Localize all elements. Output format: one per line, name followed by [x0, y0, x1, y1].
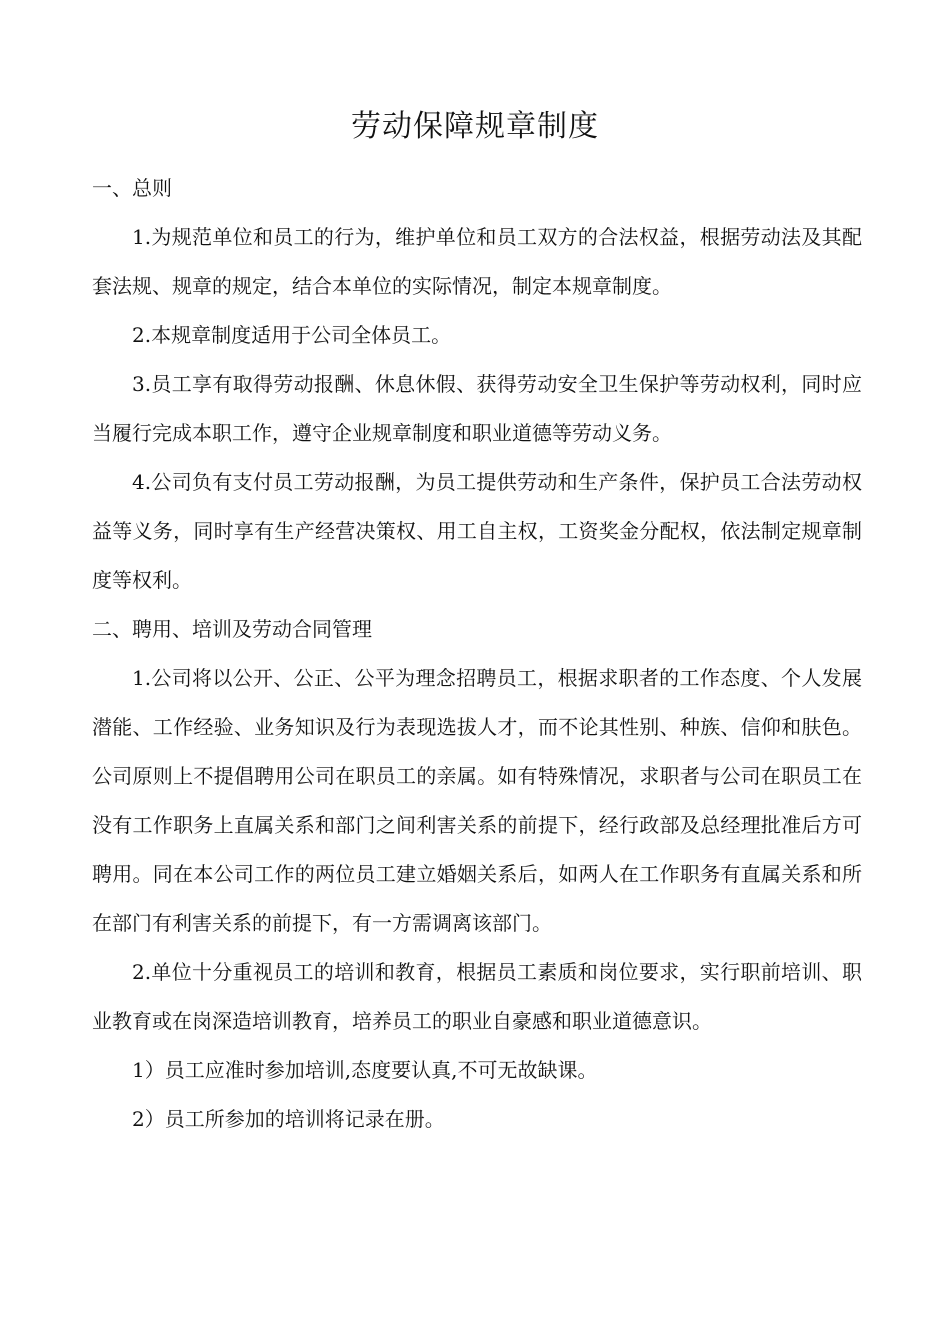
list-item: 1）员工应准时参加培训,态度要认真,不可无故缺课。: [132, 1058, 598, 1082]
paragraph: 2.单位十分重视员工的培训和教育，根据员工素质和岗位要求，实行职前培训、职业教育或在岗深造培训教育，培养员工的职业自豪感和职业道德意识。: [92, 960, 862, 1033]
page-title: 劳动保障规章制度: [351, 109, 599, 144]
document-body: [92, 164, 862, 1144]
paragraph: 1.公司将以公开、公正、公平为理念招聘员工，根据求职者的工作态度、个人发展潜能、工作经验、业务知识及行为表现选拔人才，而不论其性别、种族、信仰和肤色。公司原则上不提倡聘用公司在职员工的亲属。如有特殊情况，求职者与公司在职员工在没有工作职务上直属关系和部门之间利害关系的前提下，经行政部及总经理批准后方可聘用。同在本公司工作的两位员工建立婚姻关系后，如两人在工作职务有直属关系和所在部门有利害关系的前提下，有一方需调离该部门。: [92, 666, 862, 935]
paragraph: 3.员工享有取得劳动报酬、休息休假、获得劳动安全卫生保护等劳动权利，同时应当履行完成本职工作，遵守企业规章制度和职业道德等劳动义务。: [92, 372, 862, 445]
list-item: 2）员工所参加的培训将记录在册。: [132, 1107, 445, 1131]
section-heading-general: 一、总则: [92, 176, 172, 200]
paragraph: 1.为规范单位和员工的行为，维护单位和员工双方的合法权益，根据劳动法及其配套法规、规章的规定，结合本单位的实际情况，制定本规章制度。: [92, 225, 862, 298]
section-heading-hiring: 二、聘用、培训及劳动合同管理: [92, 617, 372, 641]
paragraph: 2.本规章制度适用于公司全体员工。: [132, 323, 452, 347]
paragraph: 4.公司负有支付员工劳动报酬，为员工提供劳动和生产条件，保护员工合法劳动权益等义务，同时享有生产经营决策权、用工自主权，工资奖金分配权，依法制定规章制度等权利。: [92, 470, 862, 592]
